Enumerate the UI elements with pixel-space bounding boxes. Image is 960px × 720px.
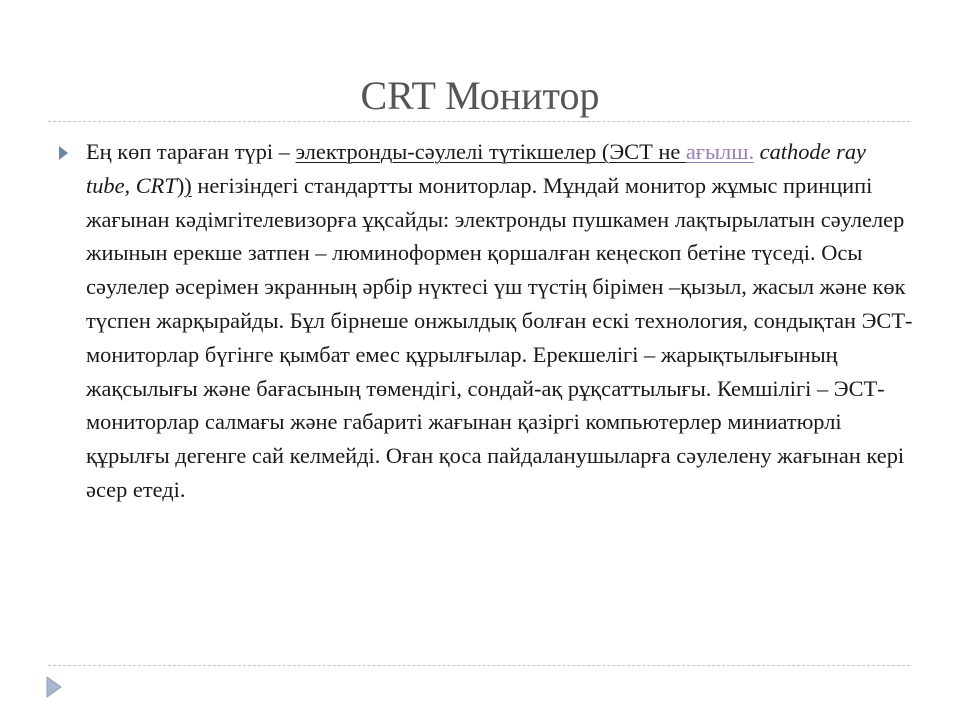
closing-paren: ) — [176, 172, 185, 198]
bullet-paragraph — [86, 135, 914, 507]
closing-paren-link[interactable]: ) — [184, 172, 192, 198]
footer-divider — [48, 665, 910, 666]
title-divider — [48, 121, 910, 122]
english-term: cathode ray tube, CRT — [86, 139, 866, 198]
paragraph-body: негізіндегі стандартты мониторлар. Мұндай монитор жұмыс принципі жағынан кәдімгітелевизорға ұқсайды: электронды пушкамен лақтырылатын сәулелер жиынын ерекше затпен – люминоформен қоршалған кеңескоп бетіне түседі. Осы сәулелер әсерімен экранның әрбір нүктесі үш түстің бірімен –қызыл, жасыл және көк түспен жарқырайды. Бұл бірнеше онжылдық болған ескі технология, сондықтан ЭСТ-мониторлар бүгінге қымбат емес құрылғылар. Ерекшелігі – жарықтылығының жақсылығы және бағасының төмендігі, сондай-ақ рұқсаттылығы. Кемшілігі – ЭСТ-мониторлар салмағы және габариті жағынан қазіргі компьютерлер миниатюрлі құрылғы дегенге сай келмейді. Оған қоса пайдаланушыларға сәулелену жағынан кері әсер етеді. — [86, 172, 913, 502]
nav-arrow-icon[interactable] — [46, 676, 62, 698]
slide-title: CRT Монитор — [360, 73, 600, 118]
paragraph-intro: Ең көп тараған түрі – — [86, 139, 296, 164]
english-abbrev-link[interactable]: ағылш. — [685, 139, 755, 164]
crt-wiki-link[interactable]: электронды-сәулелі түтікшелер (ЭСТ не — [295, 139, 686, 164]
triangle-bullet-icon — [59, 146, 68, 160]
